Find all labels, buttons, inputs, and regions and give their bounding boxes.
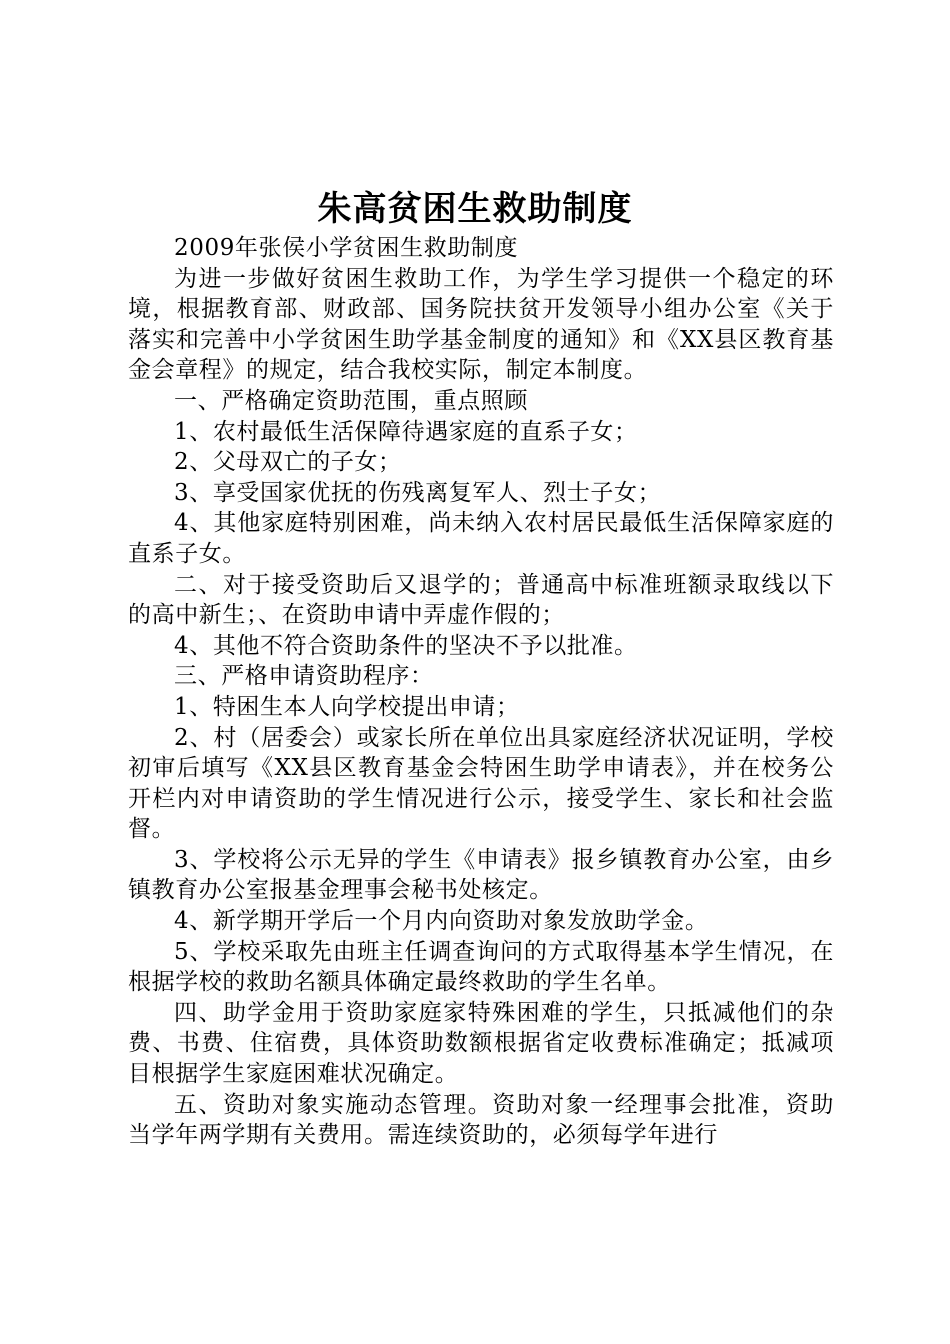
paragraph: 一、严格确定资助范围，重点照顾 — [174, 387, 528, 414]
paragraph: 为进一步做好贫困生救助工作，为学生学习提供一个稳定的环境，根据教育部、财政部、国务院扶贫开发领导小组办公室《关于落实和完善中小学贫困生助学基金制度的通知》和《XX县区教育基金会章程》的规定，结合我校实际，制定本制度。 — [128, 265, 834, 384]
paragraph: 四、助学金用于资助家庭家特殊困难的学生，只抵减他们的杂费、书费、住宿费，具体资助数额根据省定收费标准确定；抵减项目根据学生家庭困难状况确定。 — [128, 999, 834, 1088]
paragraph: 3、学校将公示无异的学生《申请表》报乡镇教育办公室，由乡镇教育办公室报基金理事会秘书处核定。 — [128, 846, 834, 904]
paragraph: 二、对于接受资助后又退学的；普通高中标准班额录取线以下的高中新生；、在资助申请中弄虚作假的； — [128, 571, 834, 629]
paragraph: 2、村（居委会）或家长所在单位出具家庭经济状况证明，学校初审后填写《XX县区教育基金会特困生助学申请表》，并在校务公开栏内对申请资助的学生情况进行公示，接受学生、家长和社会监督。 — [128, 724, 834, 843]
paragraph: 五、资助对象实施动态管理。资助对象一经理事会批准，资助当学年两学期有关费用。需连续资助的，必须每学年进行 — [128, 1091, 834, 1149]
paragraph: 1、农村最低生活保障待遇家庭的直系子女； — [174, 418, 638, 445]
paragraph: 4、新学期开学后一个月内向资助对象发放助学金。 — [174, 908, 709, 935]
document-body — [128, 233, 834, 1151]
document-title: 朱高贫困生救助制度 — [317, 189, 633, 229]
paragraph: 3、享受国家优抚的伤残离复军人、烈士子女； — [174, 479, 662, 506]
paragraph: 2009年张侯小学贫困生救助制度 — [174, 235, 519, 261]
paragraph: 三、严格申请资助程序： — [174, 663, 434, 690]
paragraph: 5、学校采取先由班主任调查询问的方式取得基本学生情况，在根据学校的救助名额具体确定最终救助的学生名单。 — [128, 938, 834, 996]
paragraph: 4、其他不符合资助条件的坚决不予以批准。 — [174, 632, 638, 659]
paragraph: 2、父母双亡的子女； — [174, 449, 402, 476]
paragraph: 4、其他家庭特别困难，尚未纳入农村居民最低生活保障家庭的直系子女。 — [128, 510, 834, 567]
paragraph: 1、特困生本人向学校提出申请； — [174, 693, 520, 720]
